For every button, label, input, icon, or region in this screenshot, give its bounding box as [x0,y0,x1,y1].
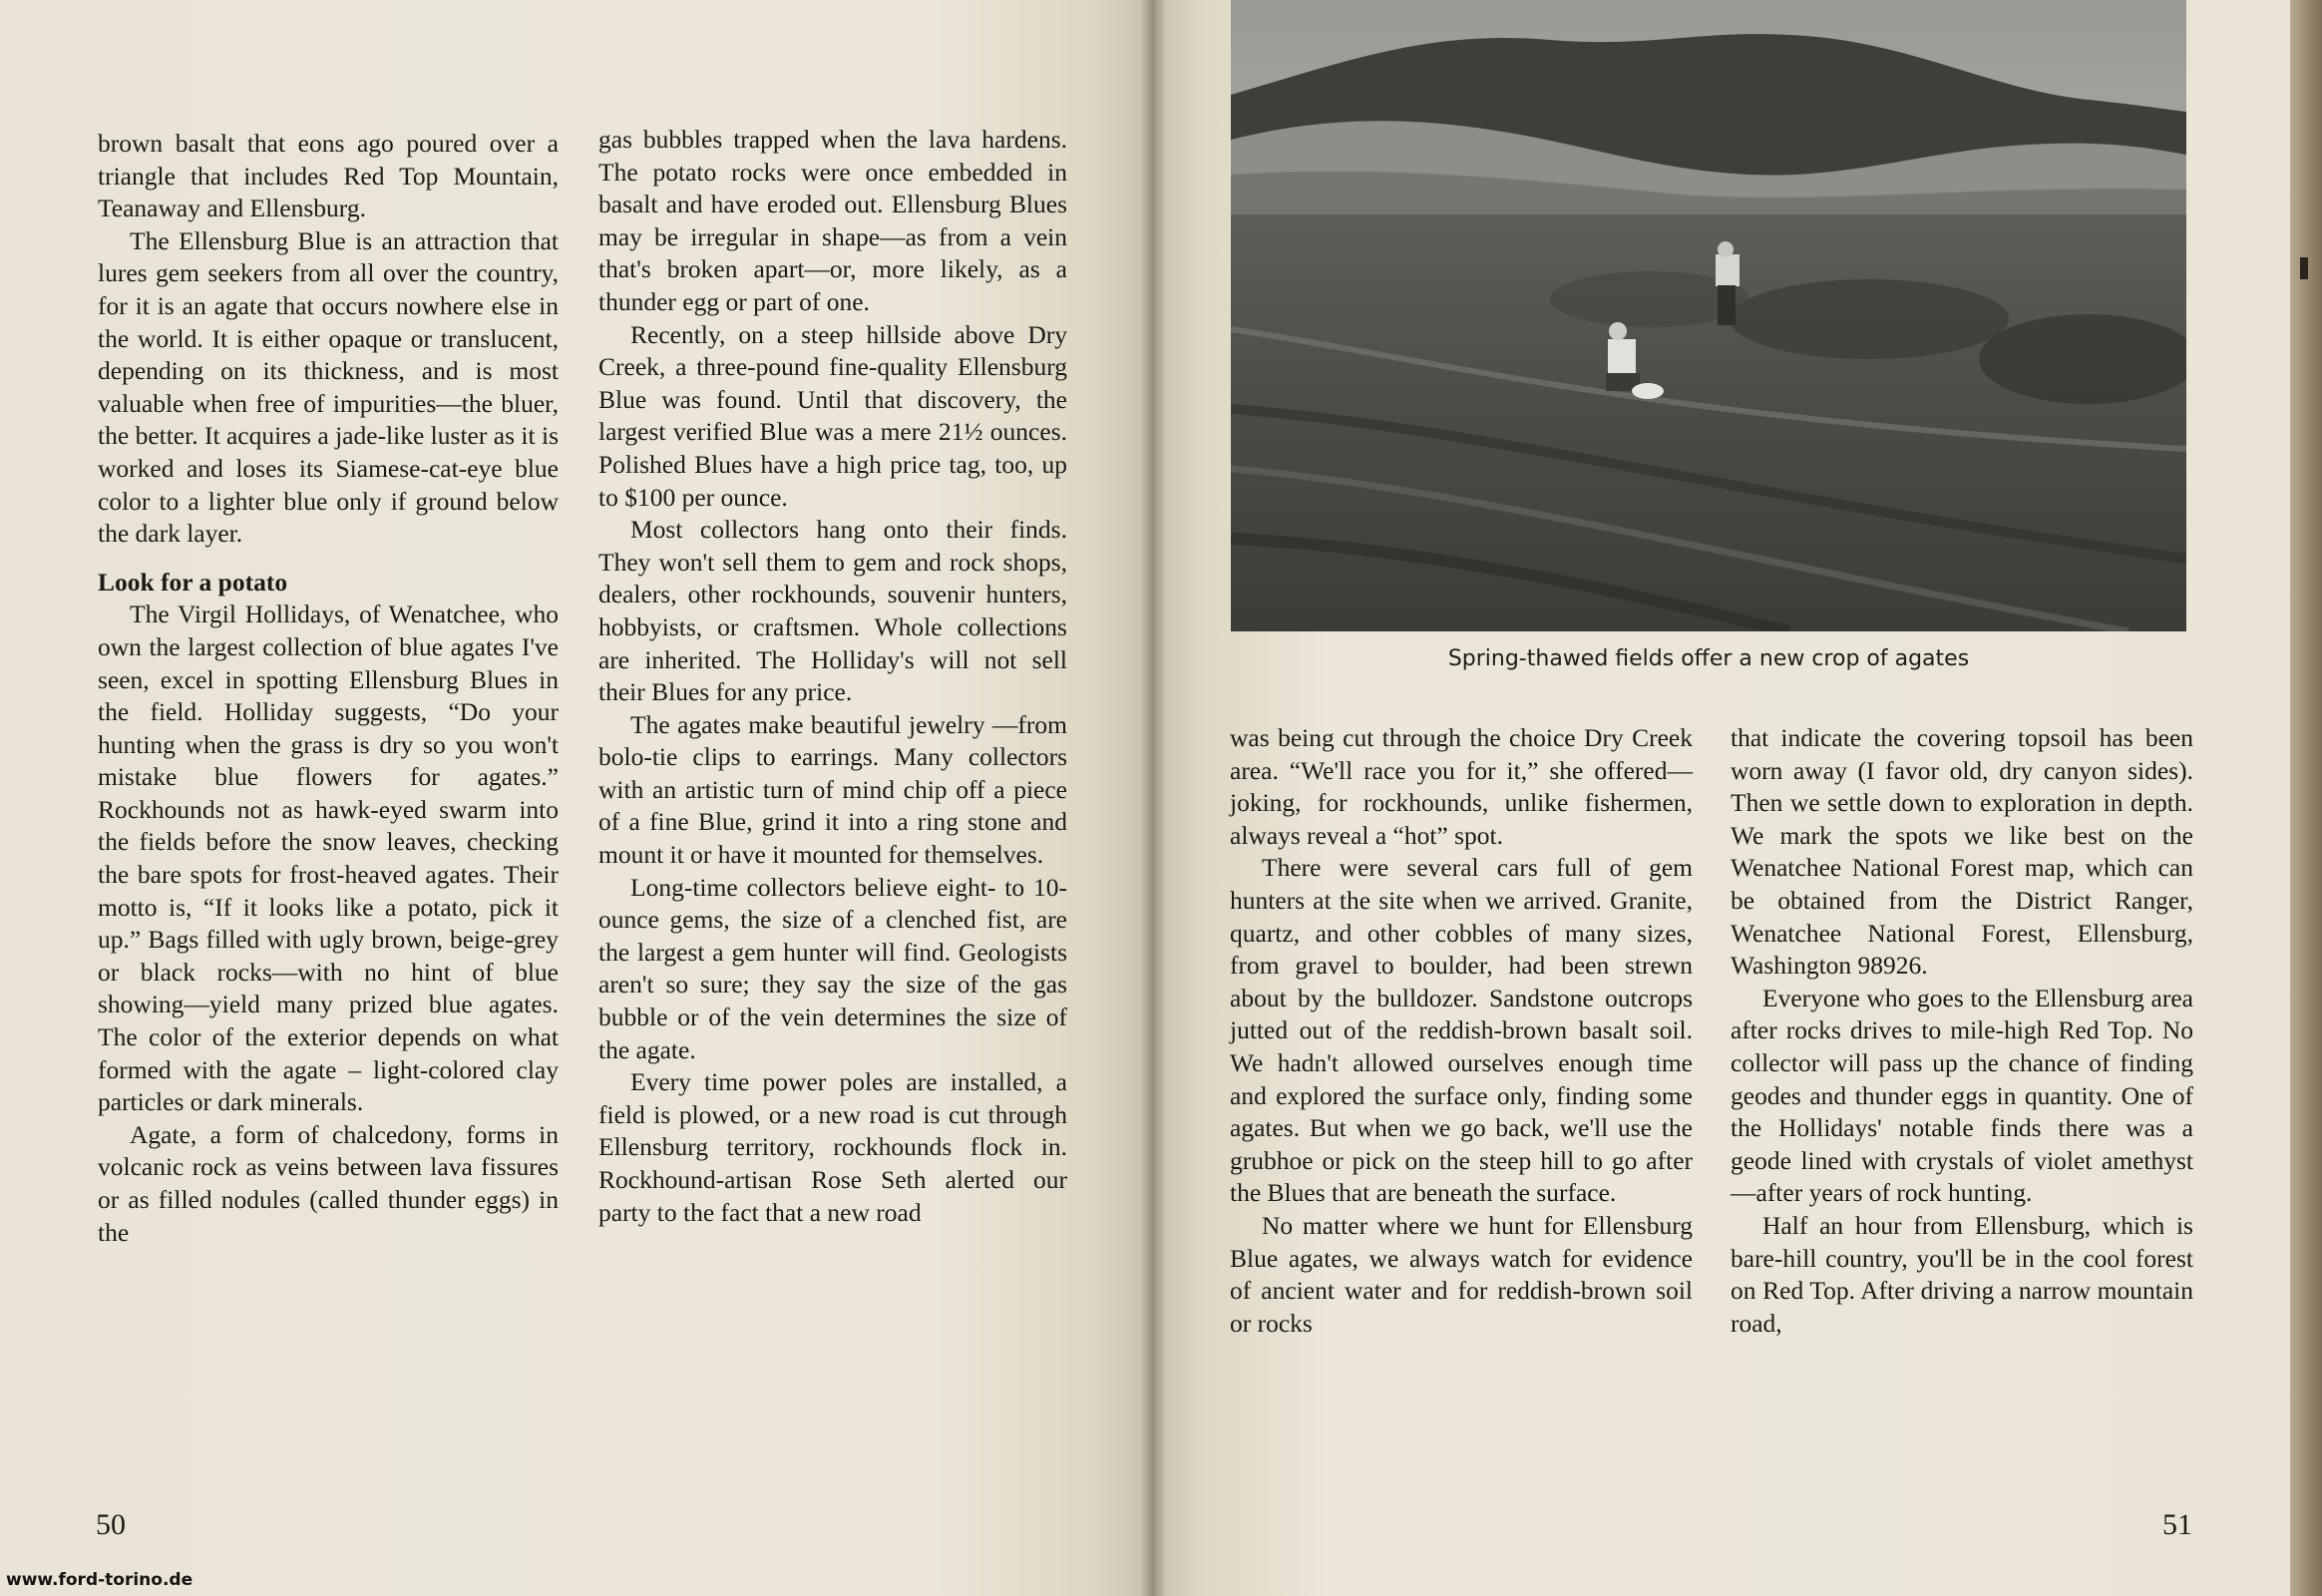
edge-mark [2300,257,2308,279]
right-column-1 [1230,722,1693,1340]
field-photo [1231,0,2186,631]
section-heading: Look for a potato [98,567,288,597]
photo-caption: Spring-thawed fields offer a new crop of agates [1447,646,1970,671]
paragraph: was being cut through the choice Dry Creek area. “We'll race you for it,” she offered—joking, for rockhounds, unlike fishermen, always reveal a “hot” spot. [1230,723,1693,850]
paragraph: There were several cars full of gem hunters at the site when we arrived. Granite, quartz, and other cobbles of many sizes, from gravel to boulder, had been strewn about by the bulldozer. Sandstone outcrops jutted out of the reddish-brown basalt soil. We hadn't allowed ourselves enough time and explored the surface only, finding some agates. But when we go back, we'll use the grubhoe or pick on the steep hill to go after the Blues that are beneath the surface. [1230,853,1693,1208]
paragraph: The agates make beautiful jewelry —from bolo-tie clips to earrings. Many collectors with an artistic turn of mind chip off a piece of a fine Blue, grind it into a ring stone and mount it or have it mounted for themselves. [598,709,1067,870]
watermark-text: www.ford-torino.de [6,1570,194,1590]
page-number-left: 50 [96,1508,126,1541]
right-column-2 [1731,722,2193,1340]
page-edge-strip [2290,0,2322,1596]
page-number-right: 51 [2162,1508,2192,1541]
paragraph: Every time power poles are installed, a field is plowed, or a new road is cut through Ellensburg territory, rockhounds flock in. Rockhound-artisan Rose Seth alerted our party to the fact that a new road [598,1067,1067,1227]
paragraph: Everyone who goes to the Ellensburg area after rocks drives to mile-high Red Top. No collector will pass up the chance of finding geodes and thunder eggs in quantity. One of the Hollidays' notable finds there was a geode lined with crystals of violet amethyst—after years of rock hunting. [1731,983,2193,1208]
paragraph: Recently, on a steep hillside above Dry Creek, a three-pound fine-quality Ellensburg Blue was found. Until that discovery, the largest verified Blue was a mere 21½ ounces. Polished Blues have a high price tag, too, up to $100 per ounce. [598,319,1067,512]
book-spine-shadow [1140,0,1166,1596]
photo-illustration [1231,0,2186,631]
paragraph: Long-time collectors believe eight- to 10-ounce gems, the size of a clenched fist, are the largest a gem hunter will find. Geologists aren't so sure; they say the size of the gas bubble or of the vein determines the size of the agate. [598,872,1067,1064]
paragraph: Half an hour from Ellensburg, which is bare-hill country, you'll be in the cool forest on Red Top. After driving a narrow mountain road, [1731,1210,2193,1338]
paragraph: that indicate the covering topsoil has been worn away (I favor old, dry canyon sides). Then we settle down to exploration in depth. We mark the spots we like best on the Wenatchee National Forest map, which can be obtained from the District Ranger, Wenatchee National Forest, Ellensburg, Washington 98926. [1731,723,2193,981]
paragraph: The Ellensburg Blue is an attraction that lures gem seekers from all over the country, for it is an agate that occurs nowhere else in the world. It is either opaque or translucent, depending on its thickness, and is most valuable when free of impurities—the bluer, the better. It acquires a jade-like luster as it is worked and loses its Siamese-cat-eye blue color to a lighter blue only if ground below the dark layer. [98,225,559,549]
paragraph: brown basalt that eons ago poured over a triangle that includes Red Top Mountain, Teanaway and Ellensburg. [98,129,559,223]
paragraph: Most collectors hang onto their finds. They won't sell them to gem and rock shops, dealers, other rockhounds, souvenir hunters, hobbyists, or craftsmen. Whole collections are inherited. The Holliday's will not sell their Blues for any price. [598,515,1067,707]
left-column-1 [98,128,559,1249]
paragraph: No matter where we hunt for Ellensburg Blue agates, we always watch for evidence of ancient water and for reddish-brown soil or rocks [1230,1210,1693,1338]
paragraph: gas bubbles trapped when the lava hardens. The potato rocks were once embedded in basalt and have eroded out. Ellensburg Blues may be irregular in shape—as from a vein that's broken apart—or, more likely, as a thunder egg or part of one. [598,125,1067,316]
left-column-2 [598,124,1067,1229]
paragraph: Agate, a form of chalcedony, forms in volcanic rock as veins between lava fissures or as filled nodules (called thunder eggs) in the [98,1119,559,1247]
paragraph: The Virgil Hollidays, of Wenatchee, who own the largest collection of blue agates I've seen, excel in spotting Ellensburg Blues in the field. Holliday suggests, “Do your hunting when the grass is dry so you won't mistake blue flowers for agates.” Rockhounds not as hawk-eyed swarm into the fields before the snow leaves, checking the bare spots for frost-heaved agates. Their motto is, “If it looks like a potato, pick it up.” Bags filled with ugly brown, beige-grey or black rocks—with no hint of blue showing—yield many prized blue agates. The color of the exterior depends on what formed with the agate – light-colored clay particles or dark minerals. [98,599,559,1117]
